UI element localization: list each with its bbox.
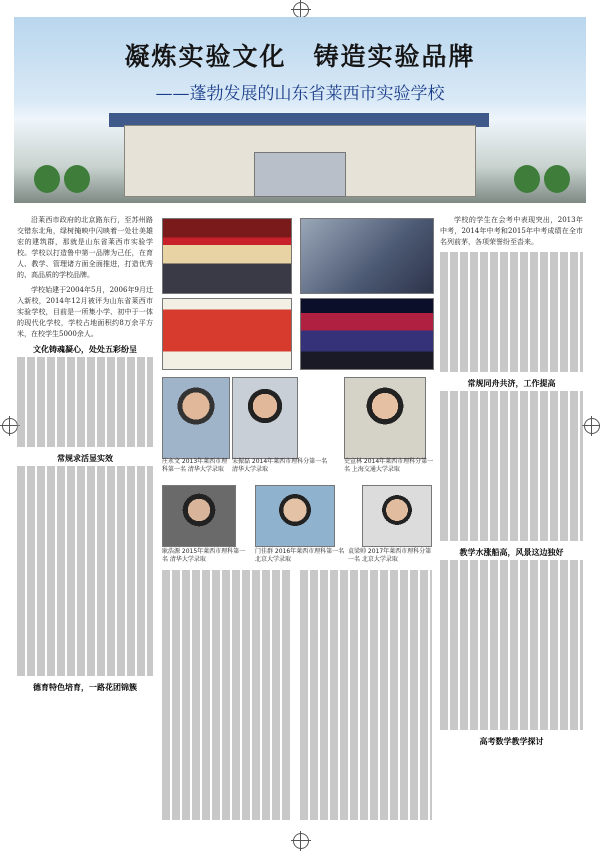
caption-student-5: 门佳群 2016年莱西市理科第一名 北京大学录取 (255, 548, 345, 563)
tree (514, 165, 540, 193)
caption-student-4: 耿浩源 2015年莱西市理科第一名 清华大学录取 (162, 548, 246, 563)
text-lines (440, 252, 583, 372)
section-heading: 教学水涨船高，风景这边独好 (459, 547, 564, 557)
registration-mark-right (584, 418, 600, 434)
photo-stage-performance (300, 298, 434, 370)
section-heading: 高考数学教学探讨 (479, 736, 544, 746)
photo-student-2 (232, 377, 298, 459)
text-lines (162, 570, 292, 820)
section-heading: 常规求活显实效 (57, 453, 113, 463)
text-lines (440, 391, 583, 541)
registration-mark-left (2, 418, 18, 434)
text-lines (300, 570, 432, 820)
tree (34, 165, 60, 193)
photo-banner-event (162, 298, 292, 370)
text-lines (440, 560, 583, 730)
photo-student-5 (255, 485, 335, 547)
photo-classroom (300, 218, 434, 294)
photo-student-4 (162, 485, 236, 547)
tree (64, 165, 90, 193)
photo-student-1 (162, 377, 230, 459)
registration-mark-top (293, 2, 309, 18)
section-heading: 德育特色培育，一路花团锦簇 (33, 682, 137, 692)
section-heading: 常规同舟共济，工作提高 (467, 378, 556, 388)
text-lines (17, 357, 153, 447)
caption-student-1: 庄永文 2013年莱西市理科第一名 清华大学录取 (162, 458, 228, 473)
text-lines (17, 466, 153, 676)
tree (544, 165, 570, 193)
article-history: 学校始建于2004年5月，2006年9月迁入新校，2014年12月被评为山东省莱西市实验学校，目前是一所集小学、初中于一体的现代化学校，学校占地面积约8万余平方米，在校学生5000余人。 (17, 286, 153, 338)
middle-column-right (300, 570, 432, 840)
left-column (17, 215, 153, 840)
photo-student-3 (344, 377, 426, 459)
middle-column-left (162, 570, 292, 840)
page-subtitle: ——蓬勃发展的山东省莱西市实验学校 (155, 84, 445, 104)
photo-student-6 (362, 485, 432, 547)
school-gate (254, 152, 346, 197)
photo-stage-meeting (162, 218, 292, 294)
article-intro: 沿莱西市政府的北京路东行，至苏州路交错东北角，绿树掩映中闪映着一处壮美雄宏的建筑群，那就是山东省莱西市实验学校。学校以打造鲁中第一品牌为己任，在育人、教学、管理诸方面全面推进，打造优秀的、高品质的学校品牌。 (17, 216, 153, 279)
caption-student-2: 宋振磊 2014年莱西市理科分第一名 清华大学录取 (232, 458, 328, 473)
section-heading: 文化铸魂凝心，处处五彩纷呈 (33, 344, 137, 354)
caption-student-6: 袁梁帅 2017年莱西市理科分第一名 北京大学录取 (348, 548, 432, 563)
hero-photo (14, 17, 586, 203)
right-column (440, 215, 583, 840)
page-title: 凝炼实验文化 铸造实验品牌 (124, 42, 476, 71)
article-intro: 学校的学生在会考中表现突出，2013年中考，2014年中考和2015年中考成绩在全市名列前茅，各项荣誉纷至沓来。 (440, 216, 583, 246)
caption-student-3: 史宣林 2014年莱西市理科分第一名 上海交通大学录取 (344, 458, 434, 473)
